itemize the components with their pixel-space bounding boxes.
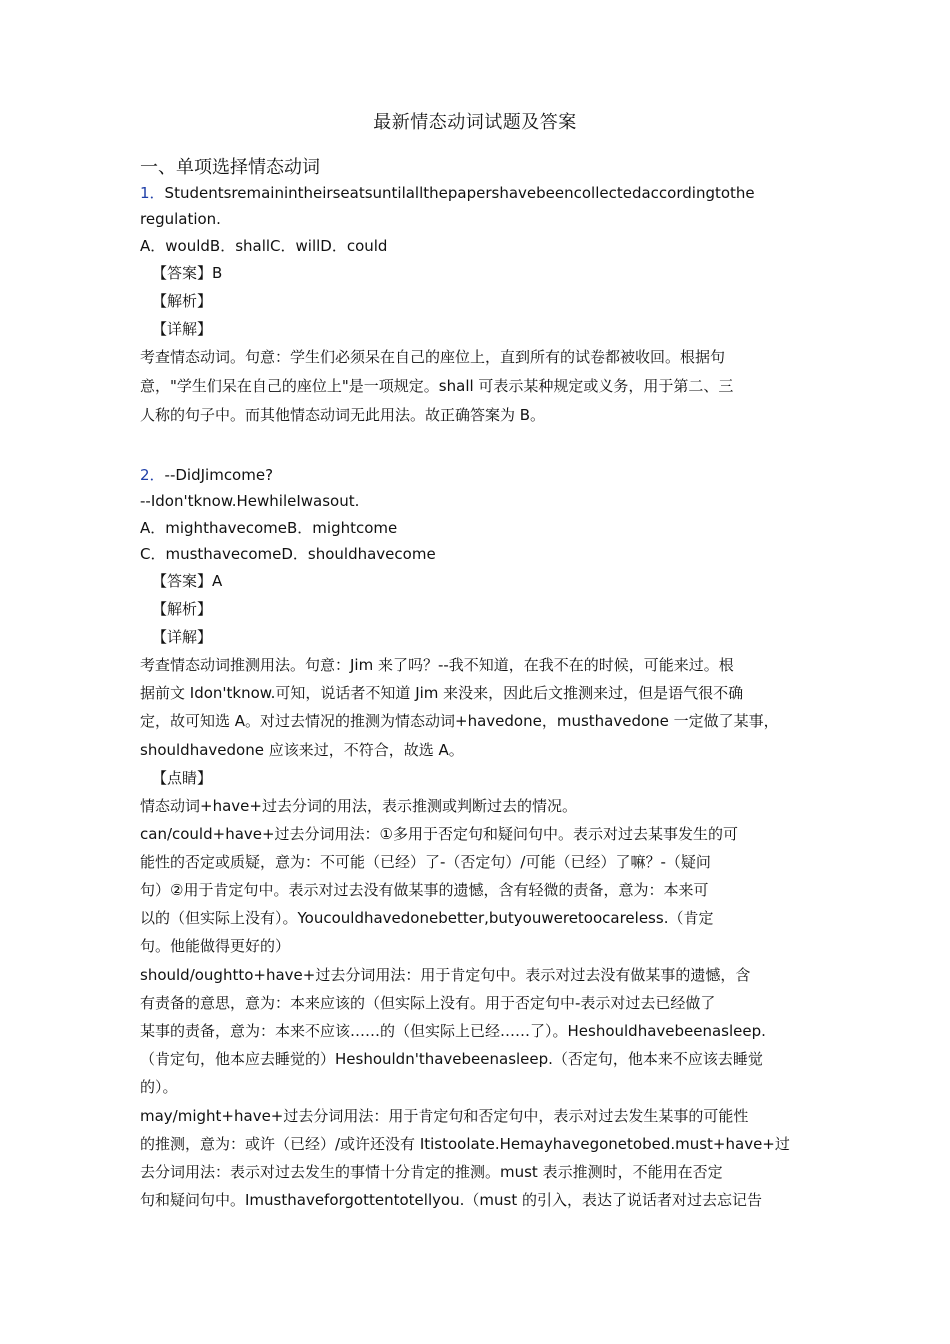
question-number: 2． [140, 466, 165, 484]
question-text: Studentsremainintheirseatsuntilallthepapershavebeencollectedaccordingtothe [164, 184, 755, 202]
explanation-line: 人称的句子中。而其他情态动词无此用法。故正确答案为 B。 [140, 406, 546, 424]
explanation-line: 定，故可知选 A。对过去情况的推测为情态动词+havedone，musthavedone 一定做了某事， [140, 712, 779, 730]
note-line: 的）。 [140, 1078, 178, 1096]
note-line: 以的（但实际上没有）。Youcouldhavedonebetter,butyouweretoocareless.（肯定 [140, 909, 714, 927]
note-line: 句和疑问句中。Imusthaveforgottentotellyou.（must 的引入，表达了说话者对过去忘记告 [140, 1191, 763, 1209]
note-line: may/might+have+过去分词用法：用于肯定句和否定句中，表示对过去发生某事的可能性 [140, 1107, 749, 1125]
question-options: C．musthavecomeD．shouldhavecome [140, 545, 436, 563]
document-title: 最新情态动词试题及答案 [373, 112, 577, 133]
explanation-line: 考查情态动词。句意：学生们必须呆在自己的座位上，直到所有的试卷都被收回。根据句 [140, 348, 726, 366]
detail-label: 【详解】 [152, 628, 213, 646]
note-line: 的推测，意为：或许（已经）/或许还没有 Itistoolate.Hemayhavegonetobed.must+have+过 [140, 1135, 790, 1153]
question-options: A．wouldB．shallC．willD．could [140, 237, 388, 255]
tip-label: 【点睛】 [152, 769, 213, 787]
note-line: （肯定句，他本应去睡觉的）Heshouldn'thavebeenasleep.（否定句，他本来不应该去睡觉 [140, 1050, 763, 1068]
note-line: 有责备的意思，意为：本来应该的（但实际上没有。用于否定句中-表示对过去已经做了 [140, 994, 716, 1012]
note-line: 某事的责备，意为：本来不应该……的（但实际上已经……了）。Heshouldhavebeenasleep. [140, 1022, 766, 1040]
note-line: can/could+have+过去分词用法：①多用于否定句和疑问句中。表示对过去某事发生的可 [140, 825, 739, 843]
analysis-label: 【解析】 [152, 292, 213, 310]
question-2 [140, 465, 273, 485]
question-1 [140, 183, 755, 203]
question-options: A．mighthavecomeB．mightcome [140, 519, 398, 537]
note-line: 句。他能做得更好的） [140, 937, 291, 955]
question-text-cont: --Idon'tknow.HewhileIwasout. [140, 492, 360, 510]
answer-label: 【答案】B [152, 264, 223, 282]
analysis-label: 【解析】 [152, 600, 213, 618]
explanation-line: shouldhavedone 应该来过，不符合，故选 A。 [140, 741, 464, 759]
detail-label: 【详解】 [152, 320, 213, 338]
question-number: 1． [140, 184, 165, 202]
answer-label: 【答案】A [152, 572, 223, 590]
note-line: 句）②用于肯定句中。表示对过去没有做某事的遗憾，含有轻微的责备，意为：本来可 [140, 881, 709, 899]
question-text: --DidJimcome? [164, 466, 274, 484]
explanation-line: 考查情态动词推测用法。句意：Jim 来了吗？--我不知道，在我不在的时候，可能来过。根 [140, 656, 734, 674]
note-line: 能性的否定或质疑，意为：不可能（已经）了-（否定句）/可能（已经）了嘛？-（疑问 [140, 853, 711, 871]
explanation-line: 意，"学生们呆在自己的座位上"是一项规定。shall 可表示某种规定或义务，用于第二、三 [140, 377, 734, 395]
note-line: 情态动词+have+过去分词的用法，表示推测或判断过去的情况。 [140, 797, 577, 815]
note-line: 去分词用法：表示对过去发生的事情十分肯定的推测。must 表示推测时，不能用在否定 [140, 1163, 723, 1181]
explanation-line: 据前文 Idon'tknow.可知，说话者不知道 Jim 来没来，因此后文推测来过，但是语气很不确 [140, 684, 744, 702]
question-text-cont: regulation. [140, 210, 221, 228]
note-line: should/oughtto+have+过去分词用法：用于肯定句中。表示对过去没有做某事的遗憾，含 [140, 966, 751, 984]
section-heading: 一、单项选择情态动词 [140, 157, 320, 178]
